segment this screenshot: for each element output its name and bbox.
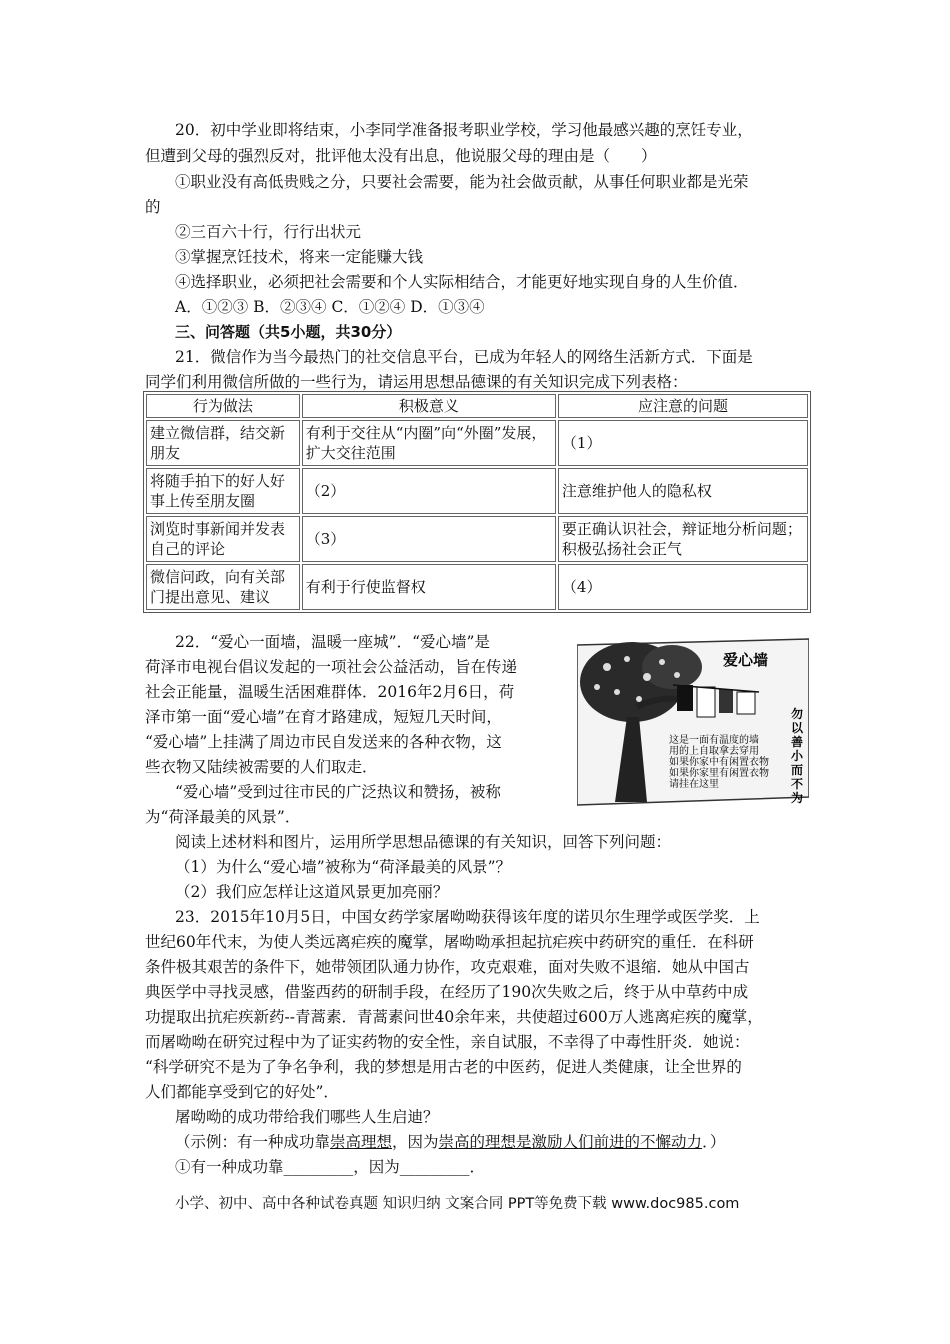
q23-line5: 功提取出抗疟疾新药--青蒿素．青蒿素问世40余年来，共使超过600万人逃离疟疾的魔掌，: [145, 1008, 763, 1026]
q23-line8: 人们都能享受到它的好处”．: [145, 1083, 339, 1101]
love-wall-image: [577, 637, 809, 809]
table-row: [146, 468, 808, 514]
love-wall-note-3: 如果你家中有闲置衣物: [669, 757, 769, 768]
q23-line1: 23．2015年10月5日，中国女药学家屠呦呦获得该年度的诺贝尔生理学或医学奖．上: [175, 908, 760, 926]
section-heading: 三、问答题（共5小题，共30分）: [175, 323, 402, 341]
q22-line5: “爱心墙”上挂满了周边市民自发送来的各种衣物，这: [145, 733, 502, 751]
table-header-cell: 应注意的问题: [558, 394, 808, 418]
q22-instruction: 阅读上述材料和图片，运用所学思想品德课的有关知识，回答下列问题：: [175, 833, 672, 851]
q21-line2: 同学们利用微信所做的一些行为，请运用思想品德课的有关知识完成下列表格：: [145, 373, 688, 391]
example-underline: 崇高的理想是激励人们前进的不懈动力: [438, 1133, 703, 1151]
table-cell: （4）: [558, 564, 808, 610]
table-cell: 浏览时事新闻并发表自己的评论: [146, 516, 300, 562]
q22-line7: “爱心墙”受到过往市民的广泛热议和赞扬，被称: [175, 783, 501, 801]
q20-option3: ③掌握烹饪技术，将来一定能赚大钱: [175, 248, 424, 266]
table-cell: （1）: [558, 420, 808, 466]
q20-line1: 20．初中学业即将结束，小李同学准备报考职业学校，学习他最感兴趣的烹饪专业，: [175, 121, 753, 139]
q23-line2: 世纪60年代末，为使人类远离疟疾的魔掌，屠呦呦承担起抗疟疾中药研究的重任．在科研: [145, 933, 754, 951]
love-wall-note-2: 用的上自取拿去穿用: [669, 746, 759, 757]
q20-option1: ①职业没有高低贵贱之分，只要社会需要，能为社会做贡献，从事任何职业都是光荣: [175, 173, 749, 191]
q22-line6: 些衣物又陆续被需要的人们取走．: [145, 758, 378, 776]
q22-line4: 泽市第一面“爱心墙”在育才路建成，短短几天时间，: [145, 708, 502, 726]
table-row: [146, 516, 808, 562]
table-cell: 有利于行使监督权: [302, 564, 556, 610]
q23-line7: “科学研究不是为了争名争利，我的梦想是用古老的中医药，促进人类健康，让全世界的: [145, 1058, 742, 1076]
table-header-row: [146, 394, 808, 418]
q21-table: [143, 391, 811, 613]
q23-example: [175, 1130, 840, 1155]
q21-line1: 21．微信作为当今最热门的社交信息平台，已成为年轻人的网络生活新方式．下面是: [175, 348, 753, 366]
table-cell: （2）: [302, 468, 556, 514]
table-cell: 建立微信群，结交新朋友: [146, 420, 300, 466]
q23-question: 屠呦呦的成功带给我们哪些人生启迪？: [175, 1108, 439, 1126]
table-header-cell: 积极意义: [302, 394, 556, 418]
love-wall-slogan: 勿以善小而不为: [791, 707, 804, 805]
page-footer: 小学、初中、高中各种试卷真题 知识归纳 文案合同 PPT等免费下载 www.doc985.com: [175, 1196, 740, 1212]
example-text: （示例：有一种成功靠: [175, 1133, 331, 1151]
q23-line3: 条件极其艰苦的条件下，她带领团队通力协作，攻克艰难，面对失败不退缩．她从中国古: [145, 958, 750, 976]
q22-line2: 荷泽市电视台倡议发起的一项社会公益活动，旨在传递: [145, 658, 518, 676]
table-cell: （3）: [302, 516, 556, 562]
q20-option1-cont: 的: [145, 198, 161, 216]
q20-option2: ②三百六十行，行行出状元: [175, 223, 362, 241]
example-text: ，因为: [392, 1133, 439, 1151]
q22-line8: 为“荷泽最美的风景”．: [145, 808, 301, 826]
example-underline: 崇高理想: [330, 1133, 393, 1151]
table-cell: 微信问政，向有关部门提出意见、建议: [146, 564, 300, 610]
table-header-cell: 行为做法: [146, 394, 300, 418]
table-row: [146, 420, 808, 466]
table-cell: 注意维护他人的隐私权: [558, 468, 808, 514]
table-cell: 将随手拍下的好人好事上传至朋友圈: [146, 468, 300, 514]
q20-line2: 但遭到父母的强烈反对，批评他太没有出息，他说服父母的理由是（ ）: [145, 147, 657, 165]
q20-choices: A．①②③ B．②③④ C．①②④ D．①③④: [175, 298, 485, 316]
love-wall-note-1: 这是一面有温度的墙: [669, 735, 759, 746]
q23-line4: 典医学中寻找灵感，借鉴西药的研制手段，在经历了190次失败之后，终于从中草药中成: [145, 983, 749, 1001]
q22-question2: （2）我们应怎样让这道风景更加亮丽？: [175, 883, 449, 901]
q22-line3: 社会正能量，温暖生活困难群体．2016年2月6日，荷: [145, 683, 515, 701]
q23-fill-blank: ①有一种成功靠_________，因为_________．: [175, 1158, 486, 1176]
q23-line6: 而屠呦呦在研究过程中为了证实药物的安全性，亲自试服，不幸得了中毒性肝炎．她说：: [145, 1033, 750, 1051]
example-text: ．）: [702, 1133, 726, 1151]
q22-line1: 22．“爱心一面墙，温暖一座城”．“爱心墙”是: [175, 633, 490, 651]
table-cell: 要正确认识社会，辩证地分析问题；积极弘扬社会正气: [558, 516, 808, 562]
table-cell: 有利于交往从“内圈”向“外圈”发展，扩大交往范围: [302, 420, 556, 466]
q22-question1: （1）为什么“爱心墙”被称为“荷泽最美的风景”？: [175, 858, 512, 876]
love-wall-note-5: 请挂在这里: [669, 779, 719, 790]
q20-option4: ④选择职业，必须把社会需要和个人实际相结合，才能更好地实现自身的人生价值．: [175, 273, 749, 291]
love-wall-note-4: 如果你家里有闲置衣物: [669, 768, 769, 779]
love-wall-title: 爱心墙: [723, 651, 769, 669]
table-row: [146, 564, 808, 610]
